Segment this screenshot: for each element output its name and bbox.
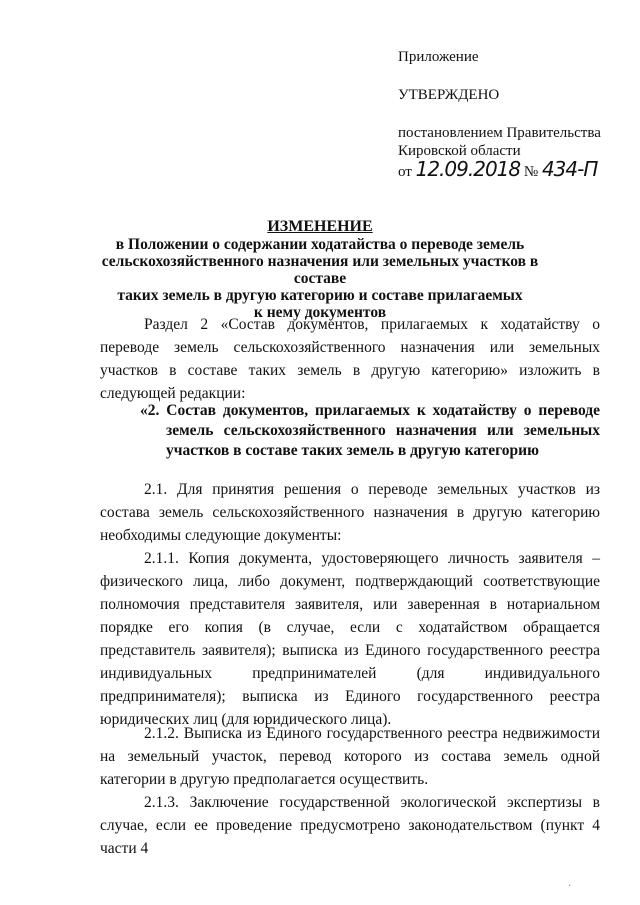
title-sub-line: в Положении о содержании ходатайства о переводе земель [115, 236, 525, 253]
paragraph-2-1-2: 2.1.2. Выписка из Единого государственного реестра недвижимости на земельный участок, перевод которого из состава земель одной категории в другую предполагается осуществить. [100, 725, 600, 788]
resolution-number: 434-П [541, 157, 598, 181]
approval-block [398, 48, 628, 181]
appendix-label: Приложение [398, 49, 479, 65]
section-heading: «2. Состав документов, прилагаемых к ходатайству о переводе земель сельскохозяйственного назначения или земельных участков в составе таких земель в другую категорию [140, 402, 600, 459]
paragraph-2-1-3: 2.1.3. Заключение государственной экологической экспертизы в случае, если ее проведение предусмотрено законодательством (пункт 4 части 4 [100, 794, 600, 857]
document-title [100, 218, 540, 321]
from-prefix: от [398, 164, 412, 180]
resolution-line-2: Кировской области [398, 143, 521, 159]
resolution-date-number [398, 157, 628, 181]
intro-paragraph: Раздел 2 «Состав документов, прилагаемых к ходатайству о переводе земель сельскохозяйственного назначения или земельных участков в составе таких земель в другую категорию» изложить в следующей редакции: [100, 316, 600, 402]
approved-label: УТВЕРЖДЕНО [398, 87, 500, 103]
title-sub-line: таких земель в другую категорию и составе прилагаемых [117, 287, 523, 304]
paragraph-2-1-1: 2.1.1. Копия документа, удостоверяющего личность заявителя – физического лица, либо документ, подтверждающий соответствующие полномочия представителя заявителя, или заверенная в нотариальном порядке его копия (в случае, если с ходатайством обращается представитель заявителя); выписка из Единого государственного реестра индивидуальных предпринимателей (для индивидуального предпринимателя); выписка из Единого государственного реестра юридических лиц (для юридического лица). [100, 550, 600, 728]
number-prefix: № [523, 164, 539, 180]
title-main: ИЗМЕНЕНИЕ [267, 218, 373, 235]
title-sub-line: сельскохозяйственного назначения или земельных участков в составе [101, 253, 539, 287]
scan-mark: · [568, 881, 572, 892]
resolution-date: 12.09.2018 [415, 157, 521, 181]
title-sub-line: к нему документов [253, 304, 387, 321]
paragraph-2-1: 2.1. Для принятия решения о переводе земельных участков из состава земель сельскохозяйственного назначения в другую категорию необходимы следующие документы: [100, 481, 600, 544]
resolution-line-1: постановлением Правительства [398, 125, 601, 141]
